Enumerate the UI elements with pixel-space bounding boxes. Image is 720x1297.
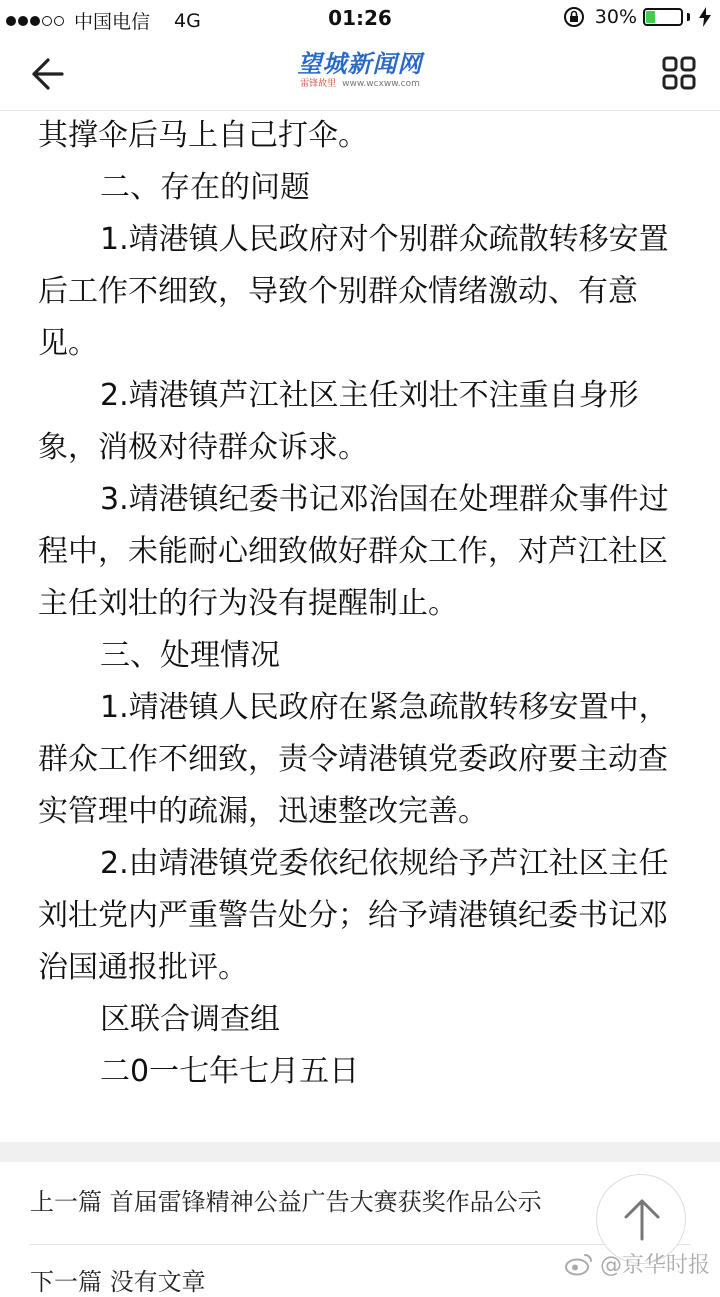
article-paragraph: 区联合调查组 [100, 1002, 280, 1037]
charging-bolt-icon [698, 7, 712, 27]
status-left [6, 7, 201, 34]
article-body [38, 110, 688, 1098]
grid-menu-icon[interactable] [662, 56, 696, 90]
battery-cap [687, 13, 690, 21]
article-paragraph: 二0一七年七月五日 [100, 1054, 360, 1089]
arrow-up-icon [620, 1195, 664, 1243]
article-paragraph: 三、处理情况 [100, 638, 280, 673]
article-paragraph: 其撑伞后马上自己打伞。 [38, 118, 368, 153]
carrier-name: 中国电信 [74, 11, 151, 33]
row-divider [30, 1244, 690, 1245]
logo-title: 望城新闻网 [297, 49, 423, 78]
battery-fill [646, 11, 655, 23]
logo-subtitle [290, 78, 430, 90]
status-right [563, 6, 712, 28]
rotation-lock-icon [563, 6, 585, 28]
article-paragraph: 二、存在的问题 [100, 170, 310, 205]
status-time: 01:26 [328, 6, 392, 30]
section-divider [0, 1142, 720, 1162]
back-arrow-icon[interactable] [26, 54, 66, 94]
article-paragraph: 1.靖港镇人民政府在紧急疏散转移安置中，群众工作不细致，责令靖港镇党委政府要主动查实管理中的疏漏，迅速整改完善。 [38, 690, 669, 829]
signal-strength-icon [6, 16, 66, 26]
network-type: 4G [174, 9, 201, 32]
watermark [564, 1248, 710, 1279]
weibo-logo-icon [564, 1252, 594, 1276]
prev-article-link[interactable]: 上一篇 首届雷锋精神公益广告大赛获奖作品公示 [30, 1188, 542, 1216]
next-article-link[interactable]: 下一篇 没有文章 [30, 1268, 206, 1296]
article-paragraph: 2.由靖港镇党委依纪依规给予芦江社区主任刘壮党内严重警告处分；给予靖港镇纪委书记邓治国通报批评。 [38, 846, 669, 985]
article-paragraph: 1.靖港镇人民政府对个别群众疏散转移安置后工作不细致，导致个别群众情绪激动、有意见。 [38, 222, 669, 361]
battery-percent: 30% [594, 6, 637, 28]
logo-sub-left: 雷锋故里 [300, 79, 337, 89]
logo-sub-right: www.wcxww.com [342, 79, 420, 89]
battery-icon [643, 8, 683, 26]
status-bar [0, 0, 720, 36]
watermark-text: @京华时报 [599, 1253, 710, 1278]
article-paragraph: 2.靖港镇芦江社区主任刘壮不注重自身形象，消极对待群众诉求。 [38, 378, 639, 465]
site-logo[interactable] [290, 50, 430, 96]
nav-bar [0, 36, 720, 111]
article-paragraph: 3.靖港镇纪委书记邓治国在处理群众事件过程中，未能耐心细致做好群众工作，对芦江社区主任刘壮的行为没有提醒制止。 [38, 482, 669, 621]
